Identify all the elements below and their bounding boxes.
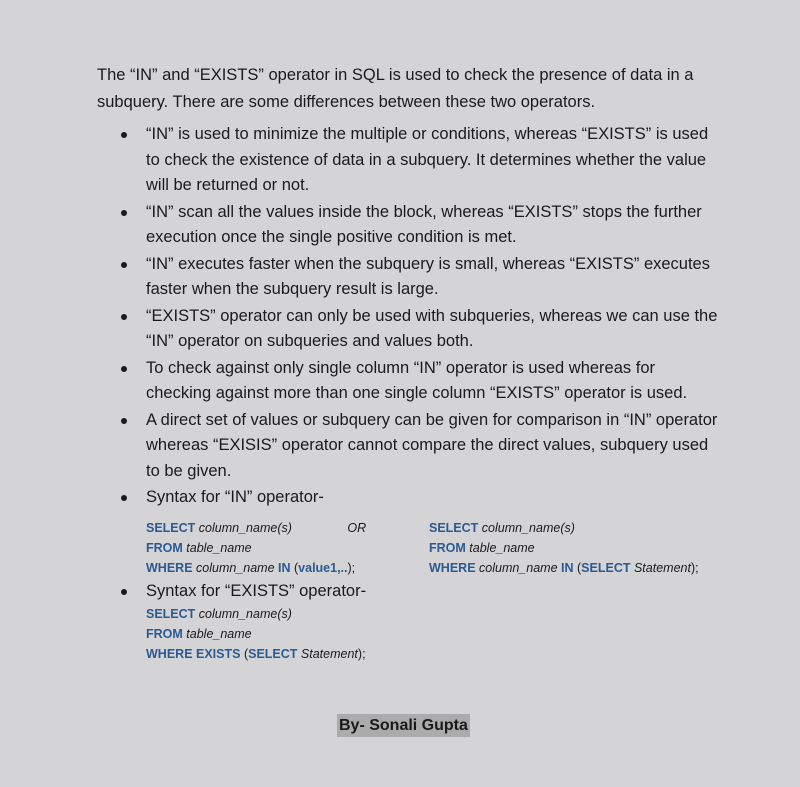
sql-identifier: column_name(s): [481, 520, 575, 535]
sql-identifier: Statement: [633, 560, 691, 575]
code-line: [146, 624, 720, 644]
syntax-in-code: [146, 518, 720, 578]
code-line: [146, 538, 720, 558]
sql-identifier: column_name(s): [198, 607, 292, 621]
sql-keyword: IN: [561, 560, 574, 575]
list-item: “IN” executes faster when the subquery is small, whereas “EXISTS” executes faster when the subquery result is large.: [120, 252, 720, 303]
sql-keyword: WHERE: [146, 560, 193, 575]
syntax-exists-heading: Syntax for “EXISTS” operator-: [146, 581, 367, 600]
sql-identifier: table_name: [469, 540, 535, 555]
sql-identifier: column_name: [196, 560, 275, 575]
sql-punct: );: [357, 647, 366, 661]
list-item: To check against only single column “IN” operator is used whereas for checking against more than one single column “EXISTS” operator is used.: [120, 356, 720, 407]
sql-punct: (: [294, 560, 299, 575]
code-line: [146, 644, 720, 664]
sql-identifier: table_name: [186, 627, 252, 641]
list-item: “EXISTS” operator can only be used with subqueries, whereas we can use the “IN” operator on subqueries and values both.: [120, 304, 720, 355]
syntax-exists-code: [146, 604, 720, 664]
sql-punct: (: [577, 560, 582, 575]
code-line: [146, 518, 720, 538]
sql-keyword: SELECT: [146, 607, 196, 621]
sql-punct: (: [243, 647, 249, 661]
sql-keyword: SELECT: [146, 520, 196, 535]
sql-keyword: SELECT: [248, 647, 298, 661]
sql-values: value1,..: [298, 560, 348, 575]
intro-paragraph: The “IN” and “EXISTS” operator in SQL is used to check the presence of data in a subquery. There are some differences between these two operators.: [97, 66, 694, 111]
author-credit: By- Sonali Gupta: [337, 714, 470, 737]
sql-keyword: WHERE EXISTS: [146, 647, 241, 661]
sql-punct: );: [347, 560, 356, 575]
sql-keyword: FROM: [146, 627, 183, 641]
sql-keyword: IN: [278, 560, 291, 575]
code-line: [146, 558, 720, 578]
sql-punct: );: [690, 560, 699, 575]
sql-identifier: Statement: [300, 647, 358, 661]
syntax-in-item: [120, 485, 720, 578]
list-item: “IN” is used to minimize the multiple or conditions, whereas “EXISTS” is used to check the existence of data in a subquery. It determines whether the value will be returned or not.: [120, 122, 720, 199]
or-label: OR: [347, 520, 367, 535]
sql-identifier: column_name(s): [198, 520, 292, 535]
syntax-exists-item: [120, 579, 720, 665]
sql-identifier: column_name: [479, 560, 558, 575]
differences-list: [120, 122, 720, 665]
syntax-in-heading: Syntax for “IN” operator-: [146, 488, 324, 506]
sql-keyword: SELECT: [581, 560, 631, 575]
code-line: [146, 604, 720, 624]
sql-keyword: FROM: [429, 540, 466, 555]
sql-keyword: WHERE: [429, 560, 476, 575]
sql-identifier: table_name: [186, 540, 252, 555]
sql-keyword: SELECT: [429, 520, 479, 535]
sql-keyword: FROM: [146, 540, 183, 555]
list-item: “IN” scan all the values inside the block, whereas “EXISTS” stops the further execution once the single positive condition is met.: [120, 200, 720, 251]
list-item: A direct set of values or subquery can be given for comparison in “IN” operator whereas “EXISIS” operator cannot compare the direct values, subquery used to be given.: [120, 408, 720, 485]
